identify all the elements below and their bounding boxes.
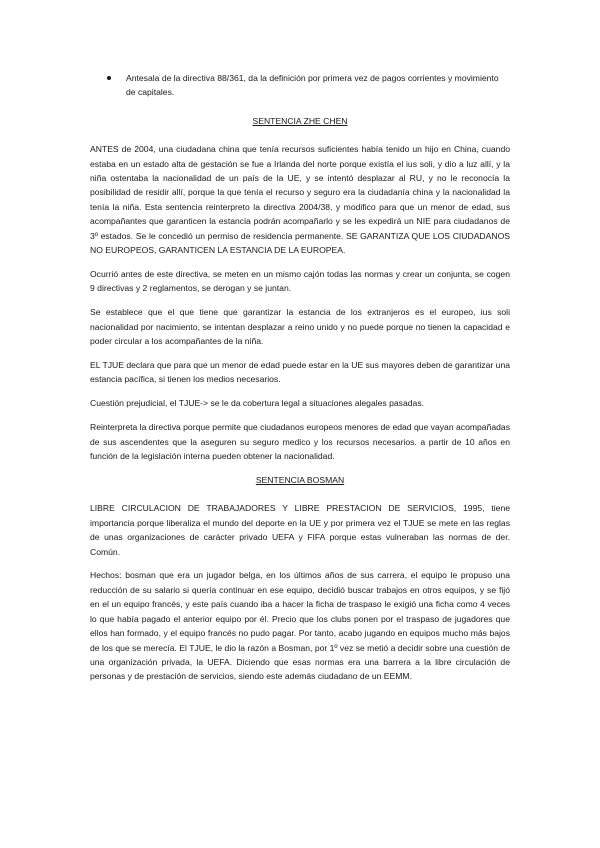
paragraph: LIBRE CIRCULACION DE TRABAJADORES Y LIBRE PRESTACION DE SERVICIOS, 1995, tiene importancia porque liberaliza el mundo del deporte en la UE y por primera vez el TJUE se mete en las reglas de unas organizaciones de carácter privado UEFA y FIFA porque estas vulneraban las normas de der. Común. <box>90 503 510 557</box>
bullet-item <box>90 71 510 100</box>
paragraph: EL TJUE declara que para que un menor de edad puede estar en la UE sus mayores deben de garantizar una estancia pacífica, si tienen los medios necesarios. <box>90 360 510 385</box>
section-heading-zhe-chen: SENTENCIA ZHE CHEN <box>252 115 348 126</box>
bullet-text: Antesala de la directiva 88/361, da la definición por primera vez de pagos corrientes y movimiento de capitales. <box>126 73 499 98</box>
bullet-dot-icon <box>107 76 111 80</box>
paragraph: Ocurrió antes de este directiva, se meten en un mismo cajón todas las normas y crear un conjunta, se cogen 9 directivas y 2 reglamentos, se derogan y se juntan. <box>90 268 510 294</box>
paragraph: ANTES de 2004, una ciudadana china que tenía recursos suficientes había tenido un hijo en China, cuando estaba en un estado alta de gestación se fue a Irlanda del norte porque existía el ius soli, y dio a luz allí, y la niña ostentaba la nacionalidad de un país de la UE, y se intentó desplazar al RU, y no le reconocía la posibilidad de residir allí, porque la que tenía el recurso y seguro era la ciudadanía china y la nacionalidad la tenía la niña. Esta sentencia reinterpreto la directiva 2004/38, y modifico para que un menor de edad, sus acompañantes que garanticen la estancia podrán acompañarlo y se les expedirá un NIE para ciudadanos de 3º estados. Se le concedió un permiso de residencia permanente. SE GARANTIZA QUE LOS CIUDADANOS NO EUROPEOS, GARANTICEN LA ESTANCIA DE LA EUROPEA. <box>90 144 510 256</box>
paragraph: Hechos: bosman que era un jugador belga, en los últimos años de sus carrera, el equipo le propuso una reducción de su salario si quería continuar en ese equipo, decidió buscar trabajos en otros equipos, y se fijó en el un equipo francés, y este país cuando iba a hacer la ficha de traspaso le exigió una ficha como 4 veces lo que había pagado el anterior equipo por él. Precio que los clubs ponen por el traspaso de jugadores que ellos han formado, y el equipo francés no pudo pagar. Por tanto, acabo jugando en equipos mucho más bajos de los que se merecía. El TJUE, le dio la razón a Bosman, por 1º vez se metió a decidir sobre una cuestión de una organización privada, la UEFA. Diciendo que esas normas era una barrera a la libre circulación de personas y de prestación de servicios, siendo este además ciudadano de un EEMM. <box>90 570 510 682</box>
section-heading-bosman: SENTENCIA BOSMAN <box>255 474 345 485</box>
paragraph: Cuestión prejudicial, el TJUE-> se le da cobertura legal a situaciones alegales pasadas. <box>90 398 424 409</box>
paragraph: Reinterpreta la directiva porque permite que ciudadanos europeos menores de edad que vayan acompañadas de sus ascendentes que la aseguren su seguro medico y los recursos necesarios. a partir de 10 años en función de la legislación interna pueden obtener la nacionalidad. <box>90 422 510 462</box>
paragraph: Se establece que el que tiene que garantizar la estancia de los extranjeros es el europeo, ius soli nacionalidad por nacimiento, se intentan desplazar a reino unido y no puede porque no tienen la capacidad e poder circular a los acompañantes de la niña. <box>90 307 510 347</box>
